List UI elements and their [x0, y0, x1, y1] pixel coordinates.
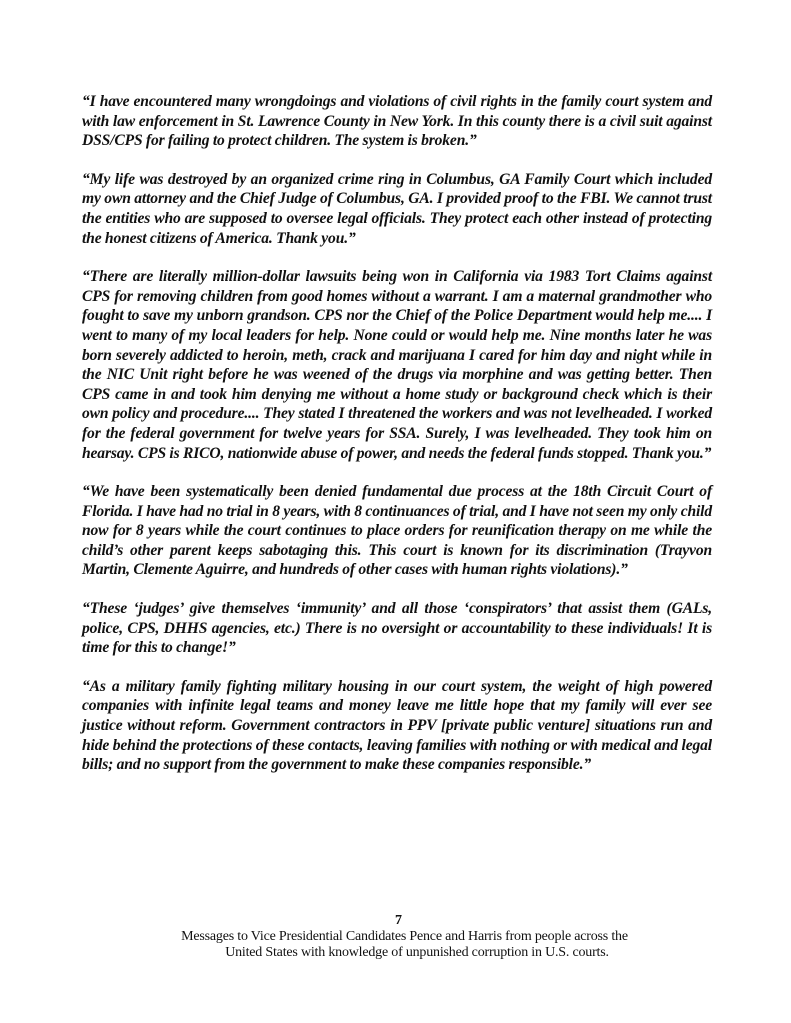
- quote-paragraph: “There are literally million-dollar lawsuits being won in California via 1983 Tort Claims against CPS for removing children from good homes without a warrant. I am a maternal grandmother who fought to save my unborn grandson. CPS nor the Chief of the Police Department would help me.... I went to many of my local leaders for help. None could or would help me. Nine months later he was born severely addicted to heroin, meth, crack and marijuana I cared for him day and night while in the NIC Unit right before he was weened of the drugs via morphine and was getting better. Then CPS came in and took him denying me without a home study or background check which is their own policy and procedure.... They stated I threatened the workers and was not levelheaded. I worked for the federal government for twelve years for SSA. Surely, I was levelheaded. They took him on hearsay. CPS is RICO, nationwide abuse of power, and needs the federal funds stopped. Thank you.”: [82, 268, 712, 462]
- quote-paragraph: “My life was destroyed by an organized crime ring in Columbus, GA Family Court which included my own attorney and the Chief Judge of Columbus, GA. I provided proof to the FBI. We cannot trust the entities who are supposed to oversee legal officials. They protect each other instead of protecting the honest citizens of America. Thank you.”: [82, 170, 712, 247]
- footer-caption-line-2: United States with knowledge of unpunished corruption in U.S. courts.: [225, 945, 609, 960]
- quote-paragraph: “These ‘judges’ give themselves ‘immunity’ and all those ‘conspirators’ that assist them (GALs, police, CPS, DHHS agencies, etc.) There is no oversight or accountability to these individuals! It is time for this to change!”: [82, 600, 712, 657]
- document-body: [82, 92, 712, 794]
- footer-caption-line-1: Messages to Vice Presidential Candidates Pence and Harris from people across the: [181, 929, 628, 944]
- quote-paragraph: “As a military family fighting military housing in our court system, the weight of high powered companies with infinite legal teams and money leave me little hope that my family will ever see justice without reform. Government contractors in PPV [private public venture] situations run and hide behind the protections of these contacts, leaving families with nothing or with medical and legal bills; and no support from the government to make these companies responsible.”: [82, 677, 712, 774]
- quote-paragraph: “I have encountered many wrongdoings and violations of civil rights in the family court system and with law enforcement in St. Lawrence County in New York. In this county there is a civil suit against DSS/CPS for failing to protect children. The system is broken.”: [82, 93, 712, 150]
- page-number: 7: [395, 913, 402, 928]
- quote-paragraph: “We have been systematically been denied fundamental due process at the 18th Circuit Court of Florida. I have had no trial in 8 years, with 8 continuances of trial, and I have not seen my only child now for 8 years while the court continues to place orders for reunification therapy on me while the child’s other parent keeps sabotaging this. This court is known for its discrimination (Trayvon Martin, Clemente Aguirre, and hundreds of other cases with human rights violations).”: [82, 483, 712, 579]
- page-footer: [0, 913, 791, 961]
